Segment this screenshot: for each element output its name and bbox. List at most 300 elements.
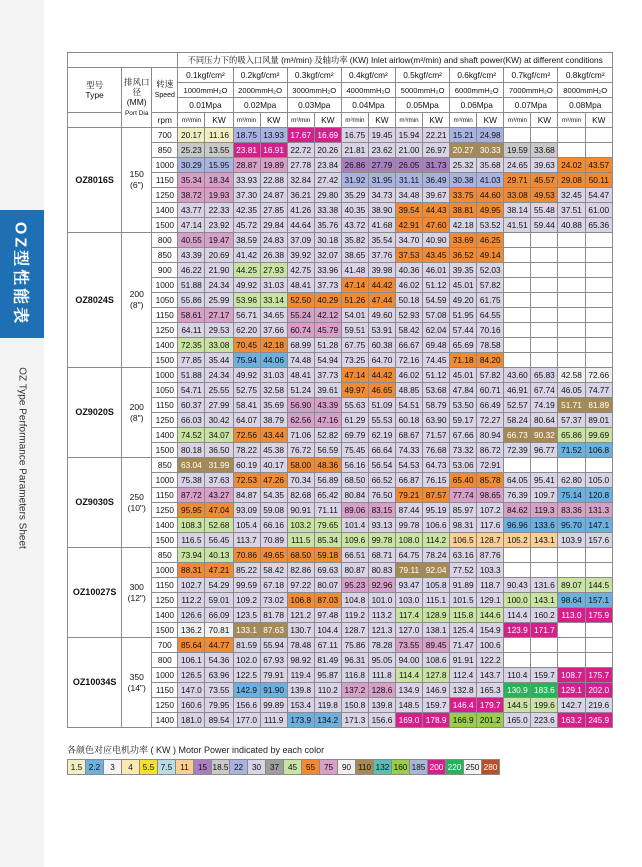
power-value: 59.01 bbox=[205, 593, 233, 608]
power-value: 40.17 bbox=[260, 458, 287, 473]
airflow-value bbox=[504, 638, 531, 653]
pressure-mpa-header: 0.08Mpa bbox=[558, 98, 613, 113]
airflow-value: 74.48 bbox=[287, 353, 314, 368]
airflow-value: 49.92 bbox=[233, 278, 260, 293]
power-value: 106.6 bbox=[423, 518, 450, 533]
power-value: 95.05 bbox=[368, 653, 395, 668]
power-value: 41.68 bbox=[368, 218, 395, 233]
power-value: 78.58 bbox=[477, 338, 504, 353]
power-value: 29.80 bbox=[314, 188, 341, 203]
airflow-value: 55.24 bbox=[287, 308, 314, 323]
power-value: 120.8 bbox=[585, 488, 612, 503]
power-value: 78.28 bbox=[368, 638, 395, 653]
airflow-value: 95.95 bbox=[178, 503, 205, 518]
power-value: 51.09 bbox=[368, 398, 395, 413]
power-value bbox=[531, 293, 558, 308]
power-value: 19.47 bbox=[205, 233, 233, 248]
airflow-value: 44.64 bbox=[287, 218, 314, 233]
power-value: 23.62 bbox=[368, 143, 395, 158]
power-value: 56.89 bbox=[314, 473, 341, 488]
airflow-value: 40.35 bbox=[341, 203, 368, 218]
airflow-value: 98.64 bbox=[558, 593, 585, 608]
power-value: 111.9 bbox=[260, 713, 287, 728]
power-value: 201.2 bbox=[477, 713, 504, 728]
airflow-value: 71.06 bbox=[287, 428, 314, 443]
rpm-value: 1250 bbox=[152, 503, 178, 518]
port-diameter-inch: (6") bbox=[130, 180, 144, 190]
power-value: 70.81 bbox=[205, 623, 233, 638]
pressure-kgf-header: 0.4kgf/cm² bbox=[341, 68, 395, 83]
airflow-value: 93.47 bbox=[395, 578, 422, 593]
pressure-mmh2o-header: 2000mmH₂O bbox=[233, 83, 287, 98]
rpm-value: 1250 bbox=[152, 323, 178, 338]
power-value: 80.07 bbox=[314, 578, 341, 593]
airflow-value: 42.58 bbox=[558, 368, 585, 383]
airflow-value: 79.11 bbox=[395, 563, 422, 578]
airflow-value: 46.02 bbox=[395, 368, 422, 383]
rpm-value: 900 bbox=[152, 263, 178, 278]
legend-swatch: 1.5 bbox=[68, 760, 86, 775]
airflow-value: 116.8 bbox=[341, 668, 368, 683]
power-value: 171.7 bbox=[531, 623, 558, 638]
model-name: OZ8016S bbox=[68, 128, 122, 233]
power-value: 71.11 bbox=[314, 503, 341, 518]
power-value: 45.57 bbox=[531, 173, 558, 188]
airflow-value: 56.16 bbox=[341, 458, 368, 473]
legend-swatch: 75 bbox=[320, 760, 338, 775]
power-value: 44.42 bbox=[368, 368, 395, 383]
airflow-value: 35.29 bbox=[341, 188, 368, 203]
airflow-value: 58.41 bbox=[233, 398, 260, 413]
model-header-cn: 型号 bbox=[86, 80, 104, 90]
power-value: 53.52 bbox=[477, 218, 504, 233]
airflow-value: 127.0 bbox=[395, 623, 422, 638]
airflow-value: 105.4 bbox=[233, 518, 260, 533]
airflow-value: 24.65 bbox=[504, 158, 531, 173]
power-value: 74.45 bbox=[423, 353, 450, 368]
airflow-value: 41.26 bbox=[287, 203, 314, 218]
pressure-mpa-header: 0.03Mpa bbox=[287, 98, 341, 113]
power-value: 37.66 bbox=[260, 323, 287, 338]
airflow-value: 32.84 bbox=[287, 173, 314, 188]
airflow-value: 46.02 bbox=[395, 278, 422, 293]
airflow-value: 90.91 bbox=[287, 503, 314, 518]
airflow-value: 44.25 bbox=[233, 263, 260, 278]
power-value: 81.78 bbox=[260, 608, 287, 623]
power-value: 57.82 bbox=[477, 278, 504, 293]
airflow-value: 40.88 bbox=[558, 218, 585, 233]
unit-flow-header: m³/min bbox=[287, 113, 314, 128]
power-value bbox=[531, 638, 558, 653]
power-value bbox=[585, 458, 612, 473]
power-value: 87.57 bbox=[423, 488, 450, 503]
airflow-value: 61.29 bbox=[341, 413, 368, 428]
airflow-value: 58.00 bbox=[287, 458, 314, 473]
airflow-value: 57.44 bbox=[450, 323, 477, 338]
pressure-mpa-header: 0.05Mpa bbox=[395, 98, 449, 113]
power-value: 22.88 bbox=[260, 173, 287, 188]
airflow-value: 47.84 bbox=[450, 383, 477, 398]
airflow-value: 169.0 bbox=[395, 713, 422, 728]
airflow-value: 62.20 bbox=[233, 323, 260, 338]
airflow-value: 24.02 bbox=[558, 158, 585, 173]
airflow-value: 150.8 bbox=[341, 698, 368, 713]
airflow-value: 35.34 bbox=[178, 173, 205, 188]
power-value: 47.21 bbox=[205, 563, 233, 578]
section-subtitle: OZ Type Performance Parameters Sheet bbox=[16, 367, 28, 549]
airflow-value bbox=[558, 248, 585, 263]
power-value: 55.53 bbox=[368, 413, 395, 428]
airflow-value: 126.6 bbox=[178, 608, 205, 623]
power-value: 42.18 bbox=[260, 338, 287, 353]
model-header bbox=[68, 68, 122, 113]
airflow-value: 136.2 bbox=[178, 623, 205, 638]
power-value bbox=[585, 338, 612, 353]
power-value: 107.2 bbox=[477, 503, 504, 518]
port-diameter bbox=[122, 233, 152, 368]
power-value: 199.6 bbox=[531, 698, 558, 713]
power-value: 24.98 bbox=[477, 128, 504, 143]
airflow-value: 66.51 bbox=[341, 548, 368, 563]
rpm-value: 1250 bbox=[152, 188, 178, 203]
power-value: 39.67 bbox=[423, 188, 450, 203]
legend-swatch: 18.5 bbox=[212, 760, 230, 775]
power-value: 100.6 bbox=[477, 638, 504, 653]
pressure-mpa-header: 0.04Mpa bbox=[341, 98, 395, 113]
airflow-value: 84.87 bbox=[233, 488, 260, 503]
pressure-kgf-header: 0.3kgf/cm² bbox=[287, 68, 341, 83]
power-value: 40.90 bbox=[423, 233, 450, 248]
port-diameter-inch: (10") bbox=[127, 502, 146, 513]
power-value: 143.7 bbox=[477, 668, 504, 683]
airflow-value: 80.84 bbox=[341, 488, 368, 503]
power-value: 58.79 bbox=[423, 398, 450, 413]
power-value: 40.13 bbox=[205, 548, 233, 563]
power-value: 27.17 bbox=[205, 308, 233, 323]
power-value bbox=[585, 233, 612, 248]
airflow-value: 65.40 bbox=[450, 473, 477, 488]
power-value: 26.97 bbox=[423, 143, 450, 158]
power-value: 64.73 bbox=[423, 458, 450, 473]
airflow-value: 87.44 bbox=[395, 503, 422, 518]
power-value: 67.74 bbox=[531, 383, 558, 398]
power-value: 42.12 bbox=[314, 308, 341, 323]
airflow-value: 69.79 bbox=[341, 428, 368, 443]
airflow-value: 75.14 bbox=[558, 488, 585, 503]
airflow-value: 47.14 bbox=[341, 278, 368, 293]
power-value: 32.58 bbox=[260, 383, 287, 398]
airflow-value: 72.35 bbox=[178, 338, 205, 353]
power-value: 23.84 bbox=[314, 158, 341, 173]
power-value: 54.35 bbox=[260, 488, 287, 503]
airflow-value: 51.71 bbox=[558, 398, 585, 413]
power-value: 76.68 bbox=[423, 443, 450, 458]
legend-swatch: 55 bbox=[302, 760, 320, 775]
power-value: 38.79 bbox=[260, 413, 287, 428]
power-value: 49.95 bbox=[477, 203, 504, 218]
power-value: 70.89 bbox=[260, 533, 287, 548]
airflow-value bbox=[504, 323, 531, 338]
power-value: 43.44 bbox=[260, 428, 287, 443]
port-diameter-mm: 200 bbox=[129, 401, 144, 412]
power-value: 35.44 bbox=[205, 353, 233, 368]
power-value: 37.73 bbox=[314, 368, 341, 383]
power-value: 69.48 bbox=[423, 338, 450, 353]
airflow-value: 111.5 bbox=[287, 533, 314, 548]
airflow-value: 40.36 bbox=[395, 263, 422, 278]
power-value bbox=[585, 653, 612, 668]
power-value: 154.9 bbox=[477, 623, 504, 638]
table-row bbox=[68, 638, 613, 653]
rpm-value: 850 bbox=[152, 458, 178, 473]
airflow-value: 89.06 bbox=[341, 503, 368, 518]
rpm-value: 1000 bbox=[152, 158, 178, 173]
airflow-value bbox=[558, 653, 585, 668]
power-value: 138.1 bbox=[423, 623, 450, 638]
power-value: 128.6 bbox=[368, 683, 395, 698]
power-value: 95.87 bbox=[314, 668, 341, 683]
airflow-value: 114.4 bbox=[504, 608, 531, 623]
airflow-value: 74.33 bbox=[395, 443, 422, 458]
airflow-value: 122.5 bbox=[233, 668, 260, 683]
airflow-value: 28.87 bbox=[233, 158, 260, 173]
airflow-value: 71.47 bbox=[450, 638, 477, 653]
airflow-value: 53.50 bbox=[450, 398, 477, 413]
power-value: 178.9 bbox=[423, 713, 450, 728]
power-value: 56.59 bbox=[314, 443, 341, 458]
power-value bbox=[531, 458, 558, 473]
power-value: 25.99 bbox=[205, 293, 233, 308]
power-value: 18.34 bbox=[205, 173, 233, 188]
airflow-value: 99.59 bbox=[233, 578, 260, 593]
power-value bbox=[585, 278, 612, 293]
power-value: 44.43 bbox=[423, 203, 450, 218]
power-value: 13.55 bbox=[205, 143, 233, 158]
power-value: 33.14 bbox=[260, 293, 287, 308]
airflow-value: 54.71 bbox=[178, 383, 205, 398]
power-value: 36.50 bbox=[205, 443, 233, 458]
legend-swatch: 280 bbox=[482, 760, 500, 775]
airflow-value: 42.35 bbox=[233, 203, 260, 218]
airflow-value: 67.75 bbox=[341, 338, 368, 353]
power-value: 31.73 bbox=[423, 158, 450, 173]
airflow-value: 20.27 bbox=[450, 143, 477, 158]
airflow-value: 68.50 bbox=[287, 548, 314, 563]
power-value: 119.8 bbox=[314, 698, 341, 713]
power-value: 39.61 bbox=[314, 383, 341, 398]
power-value: 55.94 bbox=[260, 638, 287, 653]
power-value: 66.52 bbox=[368, 473, 395, 488]
airflow-value: 125.4 bbox=[450, 623, 477, 638]
airflow-value: 96.31 bbox=[341, 653, 368, 668]
rpm-value: 1000 bbox=[152, 563, 178, 578]
rpm-value: 1400 bbox=[152, 608, 178, 623]
airflow-value bbox=[504, 263, 531, 278]
airflow-value: 73.25 bbox=[341, 353, 368, 368]
power-value: 81.89 bbox=[585, 398, 612, 413]
airflow-value: 64.07 bbox=[233, 413, 260, 428]
airflow-value: 52.50 bbox=[287, 293, 314, 308]
power-value: 74.19 bbox=[531, 398, 558, 413]
airflow-value: 68.67 bbox=[395, 428, 422, 443]
power-value: 89.01 bbox=[585, 413, 612, 428]
airflow-value: 181.0 bbox=[178, 713, 205, 728]
power-value bbox=[585, 263, 612, 278]
rpm-value: 1000 bbox=[152, 473, 178, 488]
power-value: 66.09 bbox=[205, 608, 233, 623]
airflow-value: 53.96 bbox=[233, 293, 260, 308]
power-value: 106.8 bbox=[585, 443, 612, 458]
airflow-value: 66.03 bbox=[178, 413, 205, 428]
legend-title: 各颜色对应电机功率 ( KW ) Motor Power indicated by each color bbox=[67, 745, 325, 755]
pressure-mpa-header: 0.02Mpa bbox=[233, 98, 287, 113]
airflow-value: 142.7 bbox=[558, 698, 585, 713]
model-name: OZ10034S bbox=[68, 638, 122, 728]
model-header-spacer bbox=[68, 113, 122, 128]
power-value: 62.04 bbox=[423, 323, 450, 338]
legend-swatch: 160 bbox=[392, 760, 410, 775]
legend-swatch: 132 bbox=[374, 760, 392, 775]
airflow-value bbox=[558, 563, 585, 578]
airflow-value: 103.2 bbox=[287, 518, 314, 533]
unit-kw-header: KW bbox=[314, 113, 341, 128]
power-value: 146.9 bbox=[423, 683, 450, 698]
airflow-value: 81.59 bbox=[233, 638, 260, 653]
power-value: 43.45 bbox=[423, 248, 450, 263]
airflow-value: 65.69 bbox=[450, 338, 477, 353]
power-value: 66.16 bbox=[260, 518, 287, 533]
table-row bbox=[68, 458, 613, 473]
airflow-value: 77.52 bbox=[450, 563, 477, 578]
airflow-value: 21.00 bbox=[395, 143, 422, 158]
airflow-value: 52.57 bbox=[504, 398, 531, 413]
pressure-mmh2o-header: 3000mmH₂O bbox=[287, 83, 341, 98]
model-name: OZ9030S bbox=[68, 458, 122, 548]
airflow-value: 171.3 bbox=[341, 713, 368, 728]
airflow-value: 72.16 bbox=[395, 353, 422, 368]
airflow-value: 56.71 bbox=[233, 308, 260, 323]
airflow-value: 70.34 bbox=[287, 473, 314, 488]
power-value: 54.36 bbox=[205, 653, 233, 668]
airflow-value: 54.51 bbox=[395, 398, 422, 413]
airflow-value: 82.68 bbox=[287, 488, 314, 503]
power-value: 53.68 bbox=[423, 383, 450, 398]
power-value: 31.03 bbox=[260, 278, 287, 293]
table-main-header: 不同压力下的吸入口风量 (m³/min) 及轴功率 (KW) Inlet airlow(m³/min) and shaft power(KW) at different conditions bbox=[178, 53, 613, 68]
airflow-value: 35.82 bbox=[341, 233, 368, 248]
power-value: 113.2 bbox=[368, 608, 395, 623]
power-value: 66.64 bbox=[368, 443, 395, 458]
airflow-value: 146.4 bbox=[450, 698, 477, 713]
airflow-value: 103.9 bbox=[558, 533, 585, 548]
airflow-value: 101.5 bbox=[450, 593, 477, 608]
rpm-value: 1150 bbox=[152, 578, 178, 593]
power-value: 157.6 bbox=[585, 533, 612, 548]
unit-kw-header: KW bbox=[477, 113, 504, 128]
airflow-value: 31.92 bbox=[341, 173, 368, 188]
power-value: 20.69 bbox=[205, 248, 233, 263]
airflow-value bbox=[504, 293, 531, 308]
airflow-value: 60.18 bbox=[395, 413, 422, 428]
airflow-value bbox=[558, 548, 585, 563]
power-value: 86.72 bbox=[477, 443, 504, 458]
rpm-value: 1500 bbox=[152, 443, 178, 458]
legend-swatch: 185 bbox=[410, 760, 428, 775]
power-value bbox=[585, 623, 612, 638]
power-value: 98.65 bbox=[477, 488, 504, 503]
airflow-value: 47.14 bbox=[341, 368, 368, 383]
power-value: 19.93 bbox=[205, 188, 233, 203]
power-value: 80.83 bbox=[368, 563, 395, 578]
power-value: 80.64 bbox=[531, 413, 558, 428]
airflow-value: 63.16 bbox=[450, 548, 477, 563]
pressure-mpa-header: 0.07Mpa bbox=[504, 98, 558, 113]
airflow-value: 18.75 bbox=[233, 128, 260, 143]
power-value: 70.16 bbox=[477, 323, 504, 338]
power-value: 87.03 bbox=[314, 593, 341, 608]
airflow-value bbox=[504, 248, 531, 263]
rpm-value: 1400 bbox=[152, 338, 178, 353]
legend-swatch: 90 bbox=[338, 760, 356, 775]
port-diameter-mm: 200 bbox=[129, 289, 144, 299]
power-value: 44.77 bbox=[205, 638, 233, 653]
power-value: 29.53 bbox=[205, 323, 233, 338]
airflow-value: 98.31 bbox=[450, 518, 477, 533]
airflow-value: 104.8 bbox=[341, 593, 368, 608]
model-header-en: Type bbox=[85, 90, 104, 100]
airflow-value: 77.74 bbox=[450, 488, 477, 503]
legend-swatch: 200 bbox=[428, 760, 446, 775]
power-value: 43.27 bbox=[205, 488, 233, 503]
airflow-value: 22.72 bbox=[287, 143, 314, 158]
power-value: 49.60 bbox=[368, 308, 395, 323]
airflow-value: 38.81 bbox=[450, 203, 477, 218]
power-value bbox=[531, 653, 558, 668]
airflow-value: 119.4 bbox=[287, 668, 314, 683]
airflow-value: 156.6 bbox=[233, 698, 260, 713]
power-value: 104.4 bbox=[314, 623, 341, 638]
airflow-value: 37.53 bbox=[395, 248, 422, 263]
airflow-value: 60.74 bbox=[287, 323, 314, 338]
legend-swatch: 4 bbox=[122, 760, 140, 775]
power-value: 92.96 bbox=[368, 578, 395, 593]
power-value: 36.49 bbox=[423, 173, 450, 188]
airflow-value bbox=[558, 338, 585, 353]
model-name: OZ9020S bbox=[68, 368, 122, 458]
power-value: 35.76 bbox=[314, 218, 341, 233]
airflow-value: 116.5 bbox=[178, 533, 205, 548]
power-value: 73.55 bbox=[205, 683, 233, 698]
port-diameter-mm: 250 bbox=[129, 491, 144, 502]
power-value: 91.90 bbox=[260, 683, 287, 698]
airflow-value: 77.85 bbox=[178, 353, 205, 368]
rpm-value: 1400 bbox=[152, 713, 178, 728]
port-header-cn: 排风口径 bbox=[123, 76, 150, 97]
airflow-value: 27.78 bbox=[287, 158, 314, 173]
rpm-header: rpm bbox=[152, 113, 178, 128]
speed-header-en: Speed bbox=[154, 92, 175, 99]
airflow-value: 33.75 bbox=[450, 188, 477, 203]
power-value: 159.7 bbox=[531, 668, 558, 683]
power-value: 51.12 bbox=[423, 278, 450, 293]
power-value bbox=[585, 353, 612, 368]
port-diameter-mm: 300 bbox=[129, 581, 144, 592]
airflow-value bbox=[504, 128, 531, 143]
airflow-value: 53.06 bbox=[450, 458, 477, 473]
power-value: 111.8 bbox=[368, 668, 395, 683]
airflow-value: 51.95 bbox=[450, 308, 477, 323]
power-value: 64.55 bbox=[477, 308, 504, 323]
